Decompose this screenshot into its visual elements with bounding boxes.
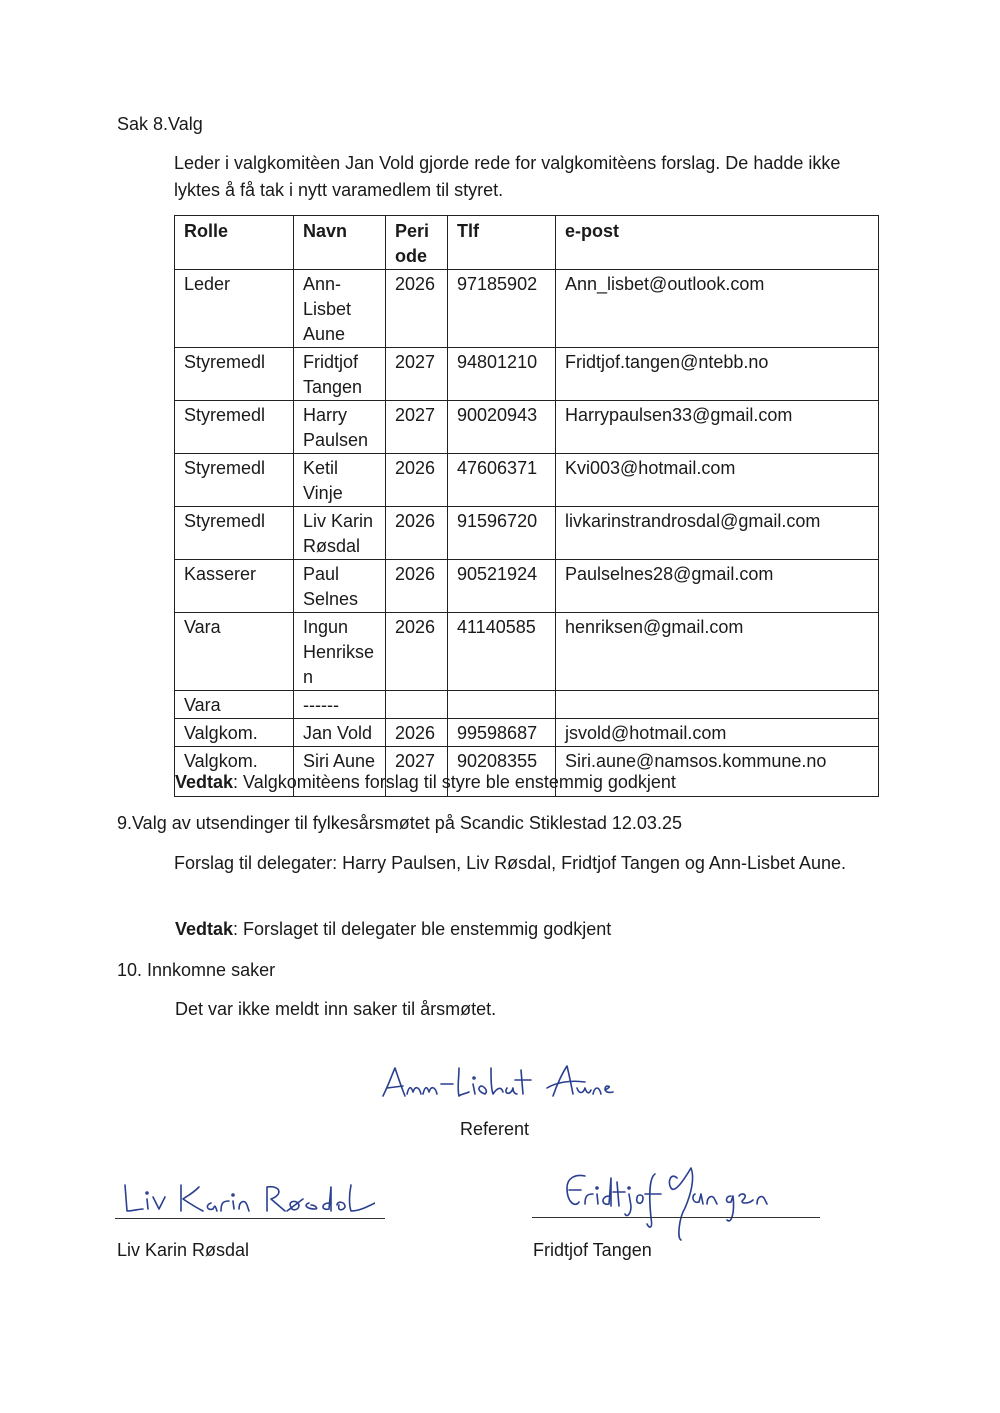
- cell-rolle: Styremedl: [175, 507, 294, 560]
- vedtak-text: : Valgkomitèens forslag til styre ble enstemmig godkjent: [233, 772, 676, 792]
- cell-epost: Kvi003@hotmail.com: [556, 454, 879, 507]
- cell-rolle: Vara: [175, 613, 294, 691]
- cell-navn: Ann-Lisbet Aune: [294, 270, 386, 348]
- referent-label: Referent: [460, 1119, 530, 1139]
- cell-rolle: Kasserer: [175, 560, 294, 613]
- cell-epost: jsvold@hotmail.com: [556, 719, 879, 747]
- table-row: [175, 560, 879, 613]
- cell-rolle: Styremedl: [175, 454, 294, 507]
- table-row: [175, 719, 879, 747]
- header-epost: e-post: [556, 216, 879, 270]
- fridtjof-signature: [545, 1158, 805, 1243]
- cell-navn: ------: [294, 691, 386, 719]
- cell-tlf: 99598687: [448, 719, 556, 747]
- cell-rolle: Valgkom.: [175, 747, 294, 797]
- cell-rolle: Styremedl: [175, 401, 294, 454]
- cell-navn: Siri Aune: [294, 747, 386, 797]
- cell-navn: Ingun Henriksen: [294, 613, 386, 691]
- cell-periode: 2027: [386, 747, 448, 797]
- election-table: [174, 215, 879, 797]
- header-rolle: Rolle: [175, 216, 294, 270]
- cell-periode: 2026: [386, 270, 448, 348]
- cell-tlf: 91596720: [448, 507, 556, 560]
- cell-navn: Harry Paulsen: [294, 401, 386, 454]
- header-navn: Navn: [294, 216, 386, 270]
- left-signature-line: [115, 1218, 385, 1219]
- cell-periode: 2027: [386, 401, 448, 454]
- cell-periode: 2026: [386, 507, 448, 560]
- table-row: [175, 348, 879, 401]
- cell-epost: henriksen@gmail.com: [556, 613, 879, 691]
- vedtak-styre: [175, 770, 676, 795]
- cell-tlf: 94801210: [448, 348, 556, 401]
- cell-tlf: 90521924: [448, 560, 556, 613]
- referent-signature: [375, 1058, 635, 1108]
- cell-epost: Siri.aune@namsos.kommune.no: [556, 747, 879, 797]
- cell-periode: 2027: [386, 348, 448, 401]
- table-row: [175, 613, 879, 691]
- cell-navn: Paul Selnes: [294, 560, 386, 613]
- cell-epost: livkarinstrandrosdal@gmail.com: [556, 507, 879, 560]
- cell-epost: Ann_lisbet@outlook.com: [556, 270, 879, 348]
- vedtak-text: : Forslaget til delegater ble enstemmig godkjent: [233, 919, 612, 939]
- cell-epost: Paulselnes28@gmail.com: [556, 560, 879, 613]
- right-signature-line: [532, 1217, 820, 1218]
- cell-periode: 2026: [386, 613, 448, 691]
- liv-karin-signature: [115, 1175, 375, 1220]
- sak8-heading: Sak 8.Valg: [117, 114, 203, 134]
- left-signatory-name: Liv Karin Røsdal: [117, 1240, 250, 1260]
- sak9-heading: 9.Valg av utsendinger til fylkesårsmøtet på Scandic Stiklestad 12.03.25: [117, 813, 682, 833]
- header-tlf: Tlf: [448, 216, 556, 270]
- cell-tlf: 97185902: [448, 270, 556, 348]
- cell-periode: 2026: [386, 560, 448, 613]
- cell-epost: Harrypaulsen33@gmail.com: [556, 401, 879, 454]
- cell-periode: 2026: [386, 719, 448, 747]
- cell-rolle: Styremedl: [175, 348, 294, 401]
- cell-rolle: Vara: [175, 691, 294, 719]
- cell-periode: [386, 691, 448, 719]
- sak10-paragraph: Det var ikke meldt inn saker til årsmøtet.: [175, 999, 497, 1019]
- cell-rolle: Leder: [175, 270, 294, 348]
- cell-periode: 2026: [386, 454, 448, 507]
- header-periode: Peri ode: [386, 216, 448, 270]
- sak10-heading: 10. Innkomne saker: [117, 960, 276, 980]
- cell-navn: Ketil Vinje: [294, 454, 386, 507]
- table-row: [175, 691, 879, 719]
- cell-tlf: 90020943: [448, 401, 556, 454]
- cell-rolle: Valgkom.: [175, 719, 294, 747]
- table-header-row: [175, 216, 879, 270]
- table-row: [175, 454, 879, 507]
- table-row: [175, 270, 879, 348]
- cell-tlf: [448, 691, 556, 719]
- cell-tlf: 90208355: [448, 747, 556, 797]
- vedtak-label: Vedtak: [175, 919, 234, 939]
- table-row: [175, 507, 879, 560]
- cell-tlf: 47606371: [448, 454, 556, 507]
- sak8-paragraph: Leder i valgkomitèen Jan Vold gjorde rede for valgkomitèens forslag. De hadde ikke lyktes å få tak i nytt varamedlem til styret.: [174, 153, 841, 200]
- cell-epost: Fridtjof.tangen@ntebb.no: [556, 348, 879, 401]
- right-signatory-name: Fridtjof Tangen: [533, 1240, 652, 1260]
- cell-navn: Liv Karin Røsdal: [294, 507, 386, 560]
- cell-navn: Fridtjof Tangen: [294, 348, 386, 401]
- cell-navn: Jan Vold: [294, 719, 386, 747]
- sak9-paragraph: Forslag til delegater: Harry Paulsen, Liv Røsdal, Fridtjof Tangen og Ann-Lisbet Aune.: [174, 853, 847, 873]
- cell-epost: [556, 691, 879, 719]
- vedtak-label: Vedtak: [175, 772, 234, 792]
- cell-tlf: 41140585: [448, 613, 556, 691]
- vedtak-delegater: [175, 917, 611, 942]
- table-row: [175, 401, 879, 454]
